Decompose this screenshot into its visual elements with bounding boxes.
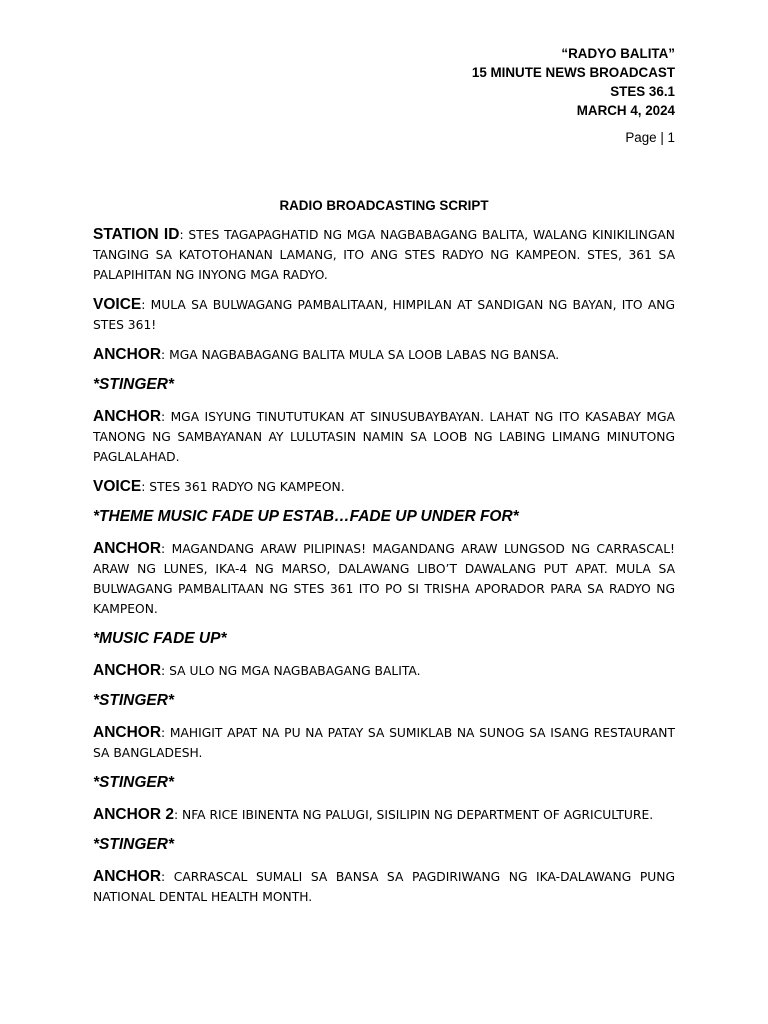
sound-cue: *STINGER* bbox=[93, 774, 174, 791]
script-line bbox=[93, 295, 675, 335]
speaker-label: ANCHOR bbox=[93, 540, 162, 557]
page-number: Page | 1 bbox=[625, 130, 675, 145]
script-line bbox=[93, 867, 675, 907]
script-line bbox=[93, 477, 675, 497]
script-line bbox=[93, 723, 675, 763]
script-line bbox=[93, 805, 675, 825]
speaker-label: VOICE bbox=[93, 296, 142, 313]
line-text: : MGA NAGBABAGANG BALITA MULA SA LOOB LABAS NG BANSA. bbox=[161, 348, 560, 362]
script-line bbox=[93, 407, 675, 467]
speaker-label: ANCHOR bbox=[93, 346, 162, 363]
line-text: : NFA RICE IBINENTA NG PALUGI, SISILIPIN NG DEPARTMENT OF AGRICULTURE. bbox=[173, 808, 654, 822]
line-text: : SA ULO NG MGA NAGBABAGANG BALITA. bbox=[161, 664, 421, 678]
speaker-label: ANCHOR bbox=[93, 662, 162, 679]
script-line bbox=[93, 661, 675, 681]
line-text: : STES TAGAPAGHATID NG MGA NAGBABAGANG BALITA, WALANG KINIKILINGAN TANGING SA KATOTOHANAN LAMANG, ITO ANG STES RADYO NG KAMPEON. STES, 361 SA PALAPIHITAN NG INYONG MGA RADYO. bbox=[93, 228, 675, 282]
broadcast-format: 15 MINUTE NEWS BROADCAST bbox=[471, 65, 675, 80]
line-text: : STES 361 RADYO NG KAMPEON. bbox=[141, 480, 345, 494]
line-text: : MULA SA BULWAGANG PAMBALITAAN, HIMPILAN AT SANDIGAN NG BAYAN, ITO ANG STES 361! bbox=[93, 298, 675, 332]
line-text: : CARRASCAL SUMALI SA BANSA SA PAGDIRIWANG NG IKA-DALAWANG PUNG NATIONAL DENTAL HEALTH MONTH. bbox=[93, 870, 675, 904]
sound-cue: *STINGER* bbox=[93, 692, 174, 709]
line-text: : MGA ISYUNG TINUTUTUKAN AT SINUSUBAYBAYAN. LAHAT NG ITO KASABAY MGA TANONG NG SAMBAYANAN AY LULUTASIN NAMIN SA LOOB NG LABING LIMANG MINUTONG PAGLALAHAD. bbox=[93, 410, 675, 464]
script-body bbox=[93, 225, 675, 917]
script-line bbox=[93, 345, 675, 365]
speaker-label: ANCHOR bbox=[93, 724, 162, 741]
speaker-label: ANCHOR bbox=[93, 868, 162, 885]
line-text: : MAGANDANG ARAW PILIPINAS! MAGANDANG ARAW LUNGSOD NG CARRASCAL! ARAW NG LUNES, IKA-4 NG MARSO, DALAWANG LIBO’T DAWALANG PUT APAT. MULA SA BULWAGANG PAMBALITAAN NG STES 361 ITO PO SI TRISHA APORADOR PARA SA RADYO NG KAMPEON. bbox=[93, 542, 675, 616]
speaker-label: ANCHOR 2 bbox=[93, 806, 174, 823]
script-line bbox=[93, 225, 675, 285]
speaker-label: STATION ID bbox=[93, 226, 180, 243]
speaker-label: VOICE bbox=[93, 478, 142, 495]
program-name: “RADYO BALITA” bbox=[561, 46, 675, 61]
sound-cue: *STINGER* bbox=[93, 836, 174, 853]
sound-cue: *MUSIC FADE UP* bbox=[93, 630, 227, 647]
sound-cue: *THEME MUSIC FADE UP ESTAB…FADE UP UNDER FOR* bbox=[93, 508, 519, 525]
broadcast-date: MARCH 4, 2024 bbox=[576, 103, 675, 118]
line-text: : MAHIGIT APAT NA PU NA PATAY SA SUMIKLAB NA SUNOG SA ISANG RESTAURANT SA BANGLADESH. bbox=[93, 726, 675, 760]
document-header bbox=[472, 44, 675, 120]
script-line bbox=[93, 539, 675, 619]
section-code: STES 36.1 bbox=[610, 84, 675, 99]
speaker-label: ANCHOR bbox=[93, 408, 162, 425]
script-title: RADIO BROADCASTING SCRIPT bbox=[279, 198, 489, 213]
sound-cue: *STINGER* bbox=[93, 376, 174, 393]
